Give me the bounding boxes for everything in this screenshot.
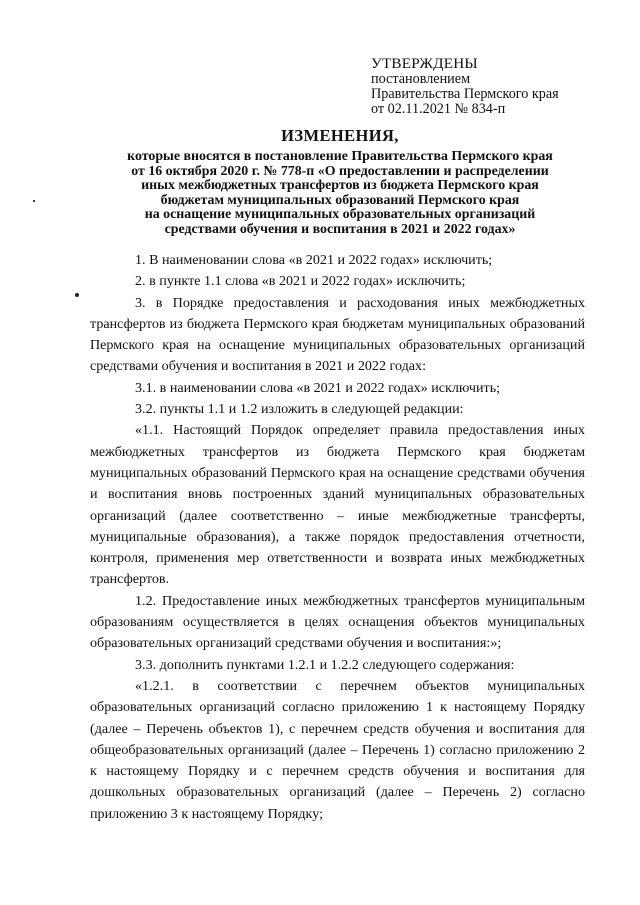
subtitle-line: средствами обучения и воспитания в 2021 и 2022 годах» [164, 221, 516, 237]
approval-stamp [371, 56, 621, 117]
document-subtitle [80, 150, 600, 238]
subtitle-line: которые вносятся в постановление Правительства Пермского края [127, 149, 553, 164]
paragraph: 3.2. пункты 1.1 и 1.2 изложить в следующей редакции: [135, 401, 464, 418]
approval-line: постановлением [371, 71, 471, 87]
scan-mark [75, 293, 79, 297]
subtitle-line: на оснащение муниципальных образовательных организаций [144, 207, 536, 223]
paragraph: 1.2. Предоставление иных межбюджетных трансфертов муниципальным образованиям осуществляется в целях оснащения объектов муниципальных образовательных организаций средствами обучения и воспитания:»; [90, 592, 585, 652]
approval-line: Правительства Пермского края [371, 86, 559, 102]
paragraph: «1.1. Настоящий Порядок определяет правила предоставления иных межбюджетных трансфертов из бюджета Пермского края бюджетам муниципальных образований Пермского края на оснащение средствами обучения и воспитания вновь построенных зданий муниципальных образовательных организаций (далее соответственно – иные межбюджетные трансферты, муниципальные образования), а также порядок предоставления отчетности, контроля, применения мер ответственности и возврата иных межбюджетных трансфертов. [90, 422, 585, 588]
document-title: ИЗМЕНЕНИЯ, [281, 126, 399, 145]
approval-date: от 02.11.2021 № 834-п [371, 101, 506, 117]
subtitle-line: бюджетам муниципальных образований Пермского края [160, 192, 520, 208]
paragraph: 3.3. дополнить пунктами 1.2.1 и 1.2.2 следующего содержания: [135, 656, 515, 673]
subtitle-line: иных межбюджетных трансфертов из бюджета Пермского края [141, 178, 539, 194]
paragraph: 3. в Порядке предоставления и расходования иных межбюджетных трансфертов из бюджета Пермского края бюджетам муниципальных образований Пермского края на оснащение муниципальных образовательных организаций средствами обучения и воспитания в 2021 и 2022 годах: [90, 294, 585, 375]
document-body [90, 250, 585, 825]
scan-mark [33, 200, 35, 202]
paragraph: 1. В наименовании слова «в 2021 и 2022 годах» исключить; [135, 252, 493, 268]
paragraph: 3.1. в наименовании слова «в 2021 и 2022 годах» исключить; [135, 379, 501, 396]
subtitle-line: от 16 октября 2020 г. № 778-п «О предоставлении и распределении [131, 163, 549, 179]
paragraph: 2. в пункте 1.1 слова «в 2021 и 2022 годах» исключить; [135, 273, 466, 290]
approval-heading: УТВЕРЖДЕНЫ [371, 55, 478, 72]
paragraph: «1.2.1. в соответствии с перечнем объектов муниципальных образовательных организаций согласно приложению 1 к настоящему Порядку (далее – Перечень объектов 1), с перечнем средств обучения и воспитания для общеобразовательных организаций (далее – Перечень 1) согласно приложению 2 к настоящему Порядку и с перечнем средств обучения и воспитания для дошкольных образовательных организаций (далее – Перечень 2) согласно приложению 3 к настоящему Порядку; [90, 677, 585, 822]
